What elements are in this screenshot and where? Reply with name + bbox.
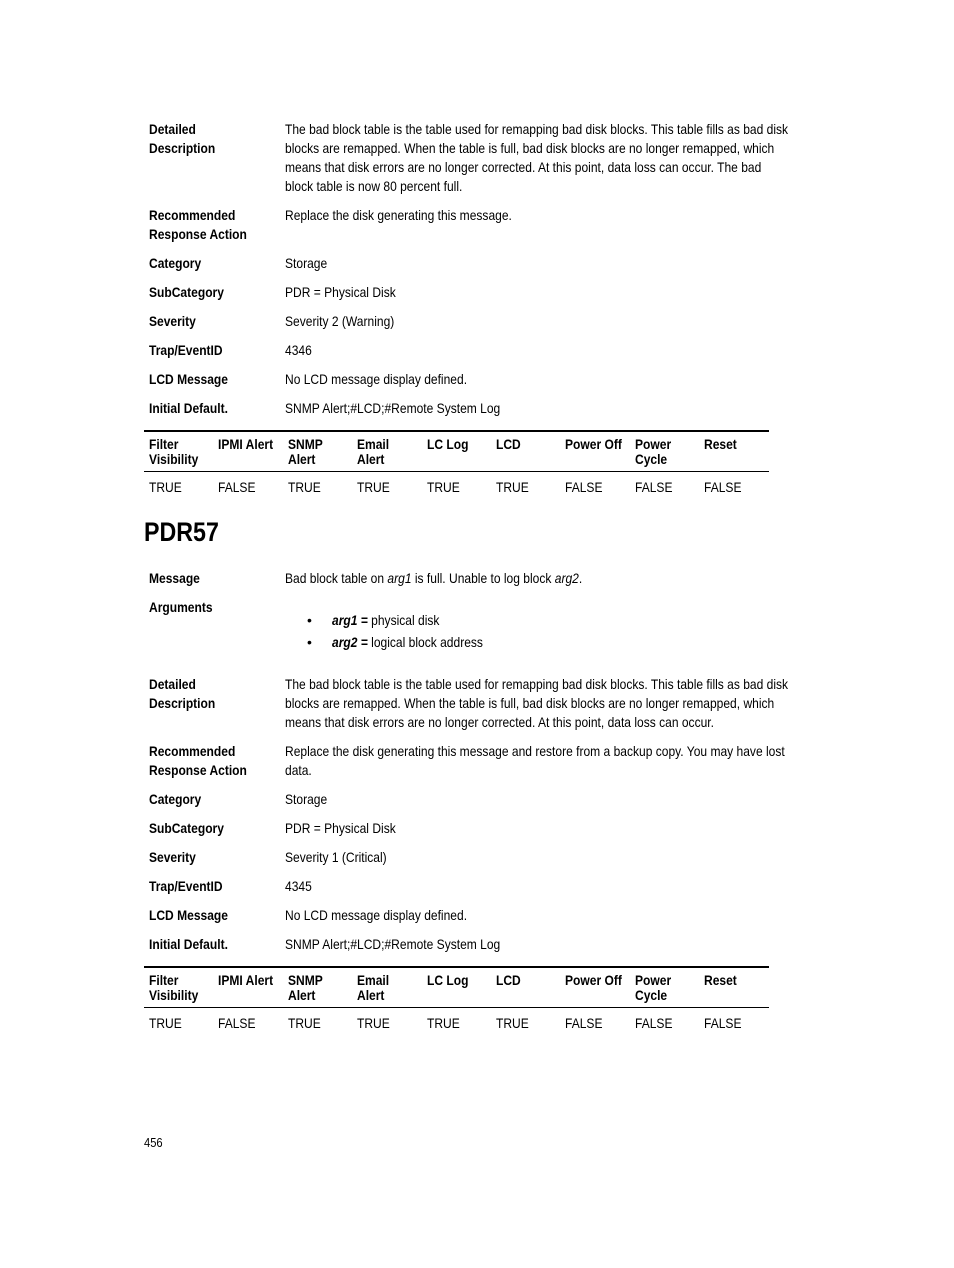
filter-table-1 xyxy=(144,430,769,500)
definition-row xyxy=(149,206,839,244)
message-argument: arg2 xyxy=(554,570,579,586)
table-cell: TRUE xyxy=(357,479,390,495)
table-cell: FALSE xyxy=(635,479,673,495)
column-header: LC Log xyxy=(427,972,469,988)
table-cell: FALSE xyxy=(218,1015,256,1031)
message-text: Bad block table on xyxy=(285,570,388,586)
definition-row xyxy=(149,906,839,925)
filter-table-header xyxy=(144,430,769,472)
definition-label: Severity xyxy=(149,313,196,329)
argument-item xyxy=(285,631,839,653)
definition-label: SubCategory xyxy=(149,284,224,300)
definition-label: Trap/EventID xyxy=(149,342,223,358)
message-text: is full. Unable to log block xyxy=(411,570,555,586)
definition-value: Storage xyxy=(285,791,328,807)
definition-row xyxy=(149,935,839,954)
argument-item xyxy=(285,609,839,631)
bullet-icon: • xyxy=(307,634,312,650)
column-header: Email Alert xyxy=(357,436,390,467)
table-cell: FALSE xyxy=(218,479,256,495)
message-label: Message xyxy=(149,570,200,586)
definition-row xyxy=(149,120,839,196)
table-cell: TRUE xyxy=(357,1015,390,1031)
page-number: 456 xyxy=(144,1135,163,1150)
definition-label: Recommended Response Action xyxy=(149,743,247,778)
column-header: IPMI Alert xyxy=(218,972,274,988)
definition-label: Trap/EventID xyxy=(149,878,223,894)
column-header: Power Off xyxy=(565,436,622,452)
table-cell: TRUE xyxy=(496,1015,529,1031)
arguments-label: Arguments xyxy=(149,599,213,615)
argument-description: physical disk xyxy=(371,612,440,628)
filter-table-row xyxy=(144,1008,769,1036)
argument-name: arg1 xyxy=(332,612,358,628)
column-header: Email Alert xyxy=(357,972,390,1003)
table-cell: FALSE xyxy=(704,1015,742,1031)
column-header: Filter Visibility xyxy=(149,436,199,467)
table-cell: TRUE xyxy=(288,1015,321,1031)
argument-name: arg2 xyxy=(332,634,358,650)
column-header: LCD xyxy=(496,436,521,452)
section-title: PDR57 xyxy=(144,517,219,547)
argument-equals: = xyxy=(357,634,372,650)
column-header: SNMP Alert xyxy=(288,436,323,467)
table-cell: TRUE xyxy=(496,479,529,495)
table-cell: TRUE xyxy=(427,1015,460,1031)
definition-row xyxy=(149,877,839,896)
definition-label: SubCategory xyxy=(149,820,224,836)
definition-row xyxy=(149,819,839,838)
column-header: LC Log xyxy=(427,436,469,452)
argument-equals: = xyxy=(357,612,372,628)
definition-value: PDR = Physical Disk xyxy=(285,284,396,300)
definition-value: The bad block table is the table used for remapping bad disk blocks. This table fills as bad disk blocks are remapped. When the table is full, bad disk blocks are no longer remapped, which means that disk errors are no longer corrected. At this point, data loss can occur. xyxy=(285,676,789,730)
arguments-list xyxy=(285,609,839,653)
table-cell: TRUE xyxy=(288,479,321,495)
definition-value: Severity 1 (Critical) xyxy=(285,849,387,865)
column-header: LCD xyxy=(496,972,521,988)
column-header: Power Cycle xyxy=(635,436,672,467)
argument-description: logical block address xyxy=(371,634,483,650)
column-header: Reset xyxy=(704,436,737,452)
definition-value: Replace the disk generating this message and restore from a backup copy. You may have lost data. xyxy=(285,743,785,778)
table-cell: FALSE xyxy=(635,1015,673,1031)
definition-label: Recommended Response Action xyxy=(149,207,247,242)
filter-table-row xyxy=(144,472,769,500)
definition-value: 4346 xyxy=(285,342,312,358)
definition-label: Category xyxy=(149,791,202,807)
bullet-icon: • xyxy=(307,612,312,628)
message-text: . xyxy=(578,570,583,586)
definition-row xyxy=(149,312,839,331)
definition-label: LCD Message xyxy=(149,907,228,923)
definition-value: Storage xyxy=(285,255,328,271)
table-cell: FALSE xyxy=(565,1015,603,1031)
arguments-row xyxy=(149,598,839,653)
definition-row xyxy=(149,370,839,389)
definition-row xyxy=(149,399,839,418)
definition-value: Replace the disk generating this message. xyxy=(285,207,512,223)
definition-value: PDR = Physical Disk xyxy=(285,820,396,836)
table-cell: FALSE xyxy=(704,479,742,495)
message-row xyxy=(149,569,839,588)
definition-row xyxy=(149,848,839,867)
definition-label: LCD Message xyxy=(149,371,228,387)
definition-label: Severity xyxy=(149,849,196,865)
definition-row xyxy=(149,254,839,273)
definition-label: Detailed Description xyxy=(149,676,216,711)
definition-row xyxy=(149,742,839,780)
table-cell: TRUE xyxy=(149,479,182,495)
definition-label: Detailed Description xyxy=(149,121,216,156)
column-header: SNMP Alert xyxy=(288,972,323,1003)
column-header: Power Off xyxy=(565,972,622,988)
definition-value: 4345 xyxy=(285,878,312,894)
column-header: Power Cycle xyxy=(635,972,672,1003)
event-details-pdr57 xyxy=(149,675,839,964)
definition-row xyxy=(149,790,839,809)
table-cell: TRUE xyxy=(427,479,460,495)
table-cell: TRUE xyxy=(149,1015,182,1031)
definition-row xyxy=(149,341,839,360)
definition-value: SNMP Alert;#LCD;#Remote System Log xyxy=(285,400,501,416)
definition-value: No LCD message display defined. xyxy=(285,907,468,923)
filter-table-2 xyxy=(144,966,769,1036)
column-header: IPMI Alert xyxy=(218,436,274,452)
event-details-pdr56 xyxy=(149,120,839,428)
definition-value: Severity 2 (Warning) xyxy=(285,313,395,329)
column-header: Filter Visibility xyxy=(149,972,199,1003)
filter-table-header xyxy=(144,966,769,1008)
message-value xyxy=(285,569,839,588)
definition-label: Initial Default. xyxy=(149,400,228,416)
definition-label: Category xyxy=(149,255,202,271)
definition-row xyxy=(149,675,839,732)
definition-value: No LCD message display defined. xyxy=(285,371,468,387)
definition-value: SNMP Alert;#LCD;#Remote System Log xyxy=(285,936,501,952)
column-header: Reset xyxy=(704,972,737,988)
definition-label: Initial Default. xyxy=(149,936,228,952)
definition-value: The bad block table is the table used for remapping bad disk blocks. This table fills as bad disk blocks are remapped. When the table is full, bad disk blocks are no longer remapped, which means that disk errors are no longer corrected. At this point, data loss can occur. The bad block table is now 80 percent full. xyxy=(285,121,789,194)
definition-row xyxy=(149,283,839,302)
table-cell: FALSE xyxy=(565,479,603,495)
message-argument: arg1 xyxy=(387,570,412,586)
